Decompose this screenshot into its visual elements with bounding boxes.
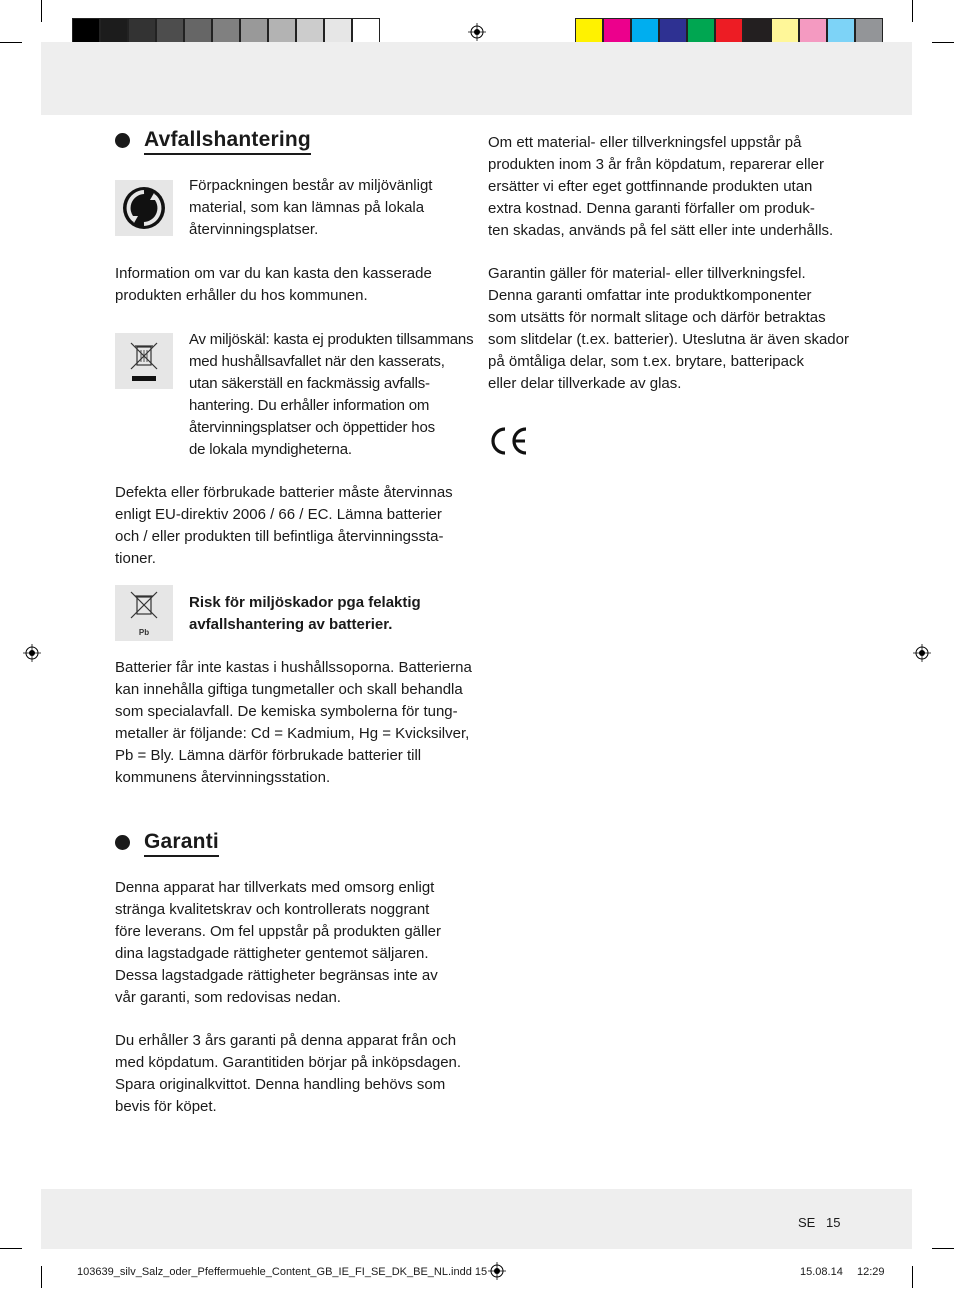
weee-disposal-text: Av miljöskäl: kasta ej produkten tillsammans med hushållsavfallet när den kasserats, utan säkerställ en fackmässig avfalls- hantering. Du erhåller information om återvinningsplatser och öppettider hos de lokala myndigheterna. — [189, 331, 474, 458]
battery-warning-text: Risk för miljöskador pga felaktig avfallshantering av batterier. — [189, 594, 421, 633]
crossed-bin-icon — [115, 333, 173, 389]
green-dot-icon — [115, 180, 173, 236]
registration-mark-icon — [23, 644, 41, 662]
footer-band — [41, 1189, 912, 1249]
battery-icon-label: Pb — [138, 628, 150, 637]
ce-mark-icon — [488, 425, 530, 457]
waste-heading: Avfallshantering — [144, 128, 311, 155]
warranty-heading: Garanti — [144, 830, 219, 857]
battery-detail-text: Batterier får inte kastas i hushållssoporna. Batterierna kan innehålla giftiga tungmetaller och skall behandla som specialavfall. De kemiska symbolerna för tung- metaller är följande: Cd = Kadmium, Hg = Kvicksilver, Pb = Bly. Lämna därför förbrukade batterier till kommunens återvinningsstation. — [115, 659, 472, 786]
section-bullet — [115, 133, 130, 148]
warranty-para-1: Denna apparat har tillverkats med omsorg enligt stränga kvalitetskrav och kontrollerats noggrant före leverans. Om fel uppstår på produkten gäller dina lagstadgade rättigheter gentemot säljaren. Dessa lagstadgade rättigheter begränsas inte av vår garanti, som redovisas nedan. — [115, 879, 442, 1006]
print-slug-time: 12:29 — [857, 1266, 885, 1278]
registration-mark-icon — [488, 1262, 506, 1280]
page-language: SE — [798, 1215, 816, 1230]
page-number: 15 — [826, 1215, 841, 1230]
print-slug-file: 103639_silv_Salz_oder_Pfeffermuehle_Content_GB_IE_FI_SE_DK_BE_NL.indd 15 — [77, 1266, 488, 1278]
print-slug-date: 15.08.14 — [800, 1266, 843, 1278]
warranty-para-3: Om ett material- eller tillverkningsfel uppstår på produkten inom 3 år från köpdatum, reparerar eller ersätter vi efter eget gottfinnande produkten utan extra kostnad. Denna garanti förfaller om produk- ten skadas, används på fel sätt eller inte underhålls. — [488, 134, 834, 239]
registration-mark-icon — [468, 23, 486, 41]
crossed-battery-bin-icon — [115, 585, 173, 641]
warranty-para-2: Du erhåller 3 års garanti på denna apparat från och med köpdatum. Garantitiden börjar på inköpsdagen. Spara originalkvittot. Denna handling behövs som bevis för köpet. — [115, 1032, 462, 1115]
registration-mark-icon — [913, 644, 931, 662]
section-bullet — [115, 835, 130, 850]
battery-recycling-text: Defekta eller förbrukade batterier måste återvinnas enligt EU-direktiv 2006 / 66 / EC. Lämna batterier och / eller produkten till befintliga återvinningssta- tioner. — [115, 484, 453, 567]
header-band — [41, 42, 912, 115]
packaging-text: Förpackningen består av miljövänligt material, som kan lämnas på lokala återvinningsplatser. — [189, 177, 433, 238]
disposal-info-text: Information om var du kan kasta den kasserade produkten erhåller du hos kommunen. — [115, 265, 432, 304]
warranty-para-4: Garantin gäller för material- eller tillverkningsfel. Denna garanti omfattar inte produktkomponenter som utsätts för normalt slitage och därför betraktas som slitdelar (t.ex. batterier). Uteslutna är även skador på ömtåliga delar, som t.ex. brytare, batteripack eller delar tillverkade av glas. — [488, 265, 849, 392]
